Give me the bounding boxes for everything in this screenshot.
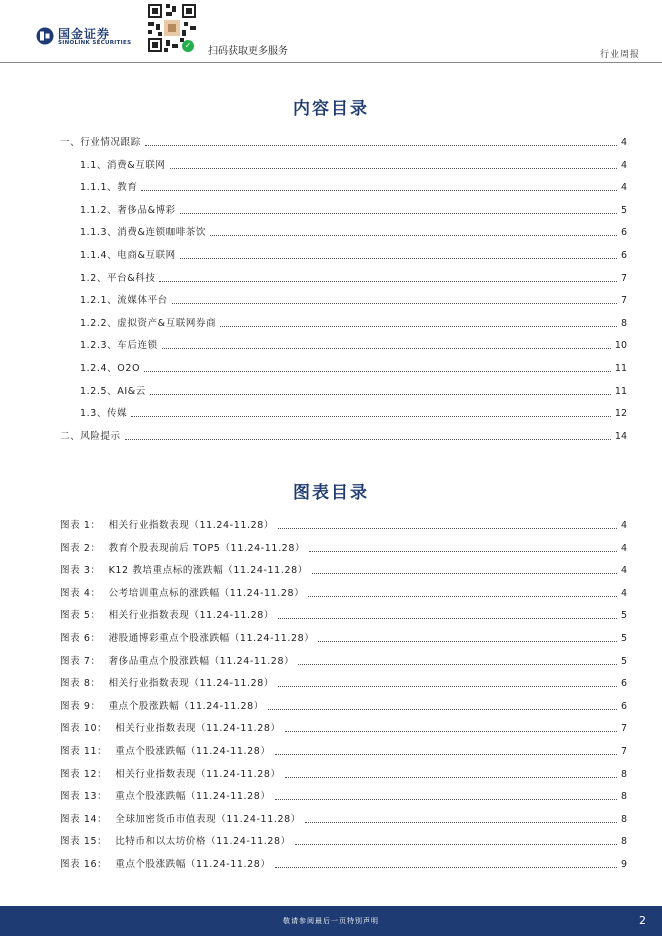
page-footer bbox=[0, 906, 662, 936]
toc-entry-label: 1.2.2、虚拟资产&互联网券商 bbox=[80, 317, 217, 329]
toc-entry[interactable] bbox=[60, 134, 627, 148]
figure-entry-label: 重点个股涨跌幅（11.24-11.28） bbox=[115, 791, 271, 803]
toc-entry-label: 1.2.1、流媒体平台 bbox=[80, 295, 168, 307]
toc-entry-page: 5 bbox=[620, 204, 627, 216]
brand-name-cn: 国金证券 bbox=[58, 27, 111, 41]
figure-leader-dots bbox=[285, 721, 617, 732]
scan-service-text: 扫码获取更多服务 bbox=[208, 46, 288, 57]
figure-leader-dots bbox=[275, 857, 617, 868]
document-type: 行业周报 bbox=[599, 50, 640, 60]
figure-leader-dots bbox=[312, 563, 617, 574]
figure-entry[interactable] bbox=[60, 743, 627, 757]
figure-entry-label: 公考培训重点标的涨跌幅（11.24-11.28） bbox=[108, 587, 305, 599]
toc-leader-dots bbox=[159, 271, 617, 282]
toc-entry[interactable] bbox=[80, 179, 627, 193]
figure-entry[interactable] bbox=[60, 720, 627, 734]
figure-entry-page: 4 bbox=[620, 565, 627, 577]
figure-leader-dots bbox=[305, 812, 617, 823]
figure-entry[interactable] bbox=[60, 788, 627, 802]
figure-entry-number: 图表 13： bbox=[60, 791, 108, 803]
toc-leader-dots bbox=[172, 293, 617, 304]
figure-leader-dots bbox=[285, 767, 617, 778]
figure-leader-dots bbox=[298, 654, 617, 665]
figure-entry-label: K12 教培重点标的涨跌幅（11.24-11.28） bbox=[108, 565, 308, 577]
figure-entry-label: 相关行业指数表现（11.24-11.28） bbox=[108, 610, 274, 622]
figure-leader-dots bbox=[278, 676, 617, 687]
figure-entry-label: 相关行业指数表现（11.24-11.28） bbox=[115, 723, 281, 735]
figure-entry-label: 比特币和以太坊价格（11.24-11.28） bbox=[115, 836, 291, 848]
toc-entry-label: 1.2.5、AI&云 bbox=[80, 385, 146, 397]
toc-leader-dots bbox=[141, 180, 616, 191]
figure-entry-number: 图表 6： bbox=[60, 633, 101, 644]
figure-entry-number: 图表 7： bbox=[60, 655, 101, 667]
toc-entry[interactable] bbox=[80, 202, 627, 216]
toc-entry[interactable] bbox=[80, 157, 627, 171]
figure-entry[interactable] bbox=[60, 653, 627, 667]
toc-entry[interactable] bbox=[80, 224, 627, 238]
figure-entry[interactable] bbox=[60, 630, 627, 644]
toc-entry-label: 1.3、传媒 bbox=[80, 408, 128, 420]
figure-entry-page: 8 bbox=[620, 836, 627, 848]
toc-entry[interactable] bbox=[80, 360, 627, 374]
toc-entry-label: 1.1.3、消费&连锁咖啡茶饮 bbox=[80, 227, 207, 239]
figure-entry[interactable] bbox=[60, 607, 627, 621]
toc-entry-page: 7 bbox=[620, 295, 627, 307]
figure-leader-dots bbox=[278, 608, 617, 619]
figure-entry[interactable] bbox=[60, 540, 627, 554]
figure-entry-number: 图表 11： bbox=[60, 746, 108, 757]
figure-entry-label: 重点个股涨跌幅（11.24-11.28） bbox=[115, 859, 271, 870]
figure-entry[interactable] bbox=[60, 585, 627, 599]
figure-leader-dots bbox=[295, 834, 617, 845]
toc-entry-page: 10 bbox=[614, 340, 627, 352]
toc-entry-label: 1.1、消费&互联网 bbox=[80, 159, 166, 171]
toc-entry-label: 二、风险提示 bbox=[60, 430, 121, 442]
toc-entry-label: 1.2、平台&科技 bbox=[80, 272, 156, 284]
figure-entry[interactable] bbox=[60, 698, 627, 712]
figure-entry-number: 图表 12： bbox=[60, 768, 108, 780]
figure-entry-page: 5 bbox=[620, 655, 627, 667]
toc-entry[interactable] bbox=[80, 292, 627, 306]
toc-entry[interactable] bbox=[80, 405, 627, 419]
toc-leader-dots bbox=[180, 248, 617, 259]
toc-entry-page: 4 bbox=[620, 182, 627, 194]
toc-entry[interactable] bbox=[80, 383, 627, 397]
figure-entry-number: 图表 15： bbox=[60, 836, 108, 848]
figure-entry[interactable] bbox=[60, 517, 627, 531]
figure-entry[interactable] bbox=[60, 856, 627, 870]
toc-leader-dots bbox=[162, 338, 611, 349]
figure-leader-dots bbox=[275, 744, 617, 755]
figure-entry-page: 9 bbox=[620, 859, 627, 870]
figure-entry-label: 相关行业指数表现（11.24-11.28） bbox=[108, 678, 274, 690]
figure-leader-dots bbox=[308, 586, 617, 597]
figure-entry-page: 6 bbox=[620, 678, 627, 690]
figure-entry-page: 5 bbox=[620, 633, 627, 644]
toc-leader-dots bbox=[180, 203, 617, 214]
figure-entry-number: 图表 9： bbox=[60, 700, 101, 712]
toc-entry-page: 4 bbox=[620, 137, 627, 148]
toc-entry-label: 1.1.1、教育 bbox=[80, 182, 138, 194]
figure-entry-label: 重点个股涨跌幅（11.24-11.28） bbox=[108, 700, 264, 712]
figure-entry-page: 5 bbox=[620, 610, 627, 622]
toc-entry-label: 1.1.4、电商&互联网 bbox=[80, 250, 176, 261]
figure-entry[interactable] bbox=[60, 675, 627, 689]
toc-leader-dots bbox=[150, 384, 611, 395]
toc-entry-page: 11 bbox=[614, 363, 627, 374]
figure-entry-page: 8 bbox=[620, 791, 627, 803]
figure-leader-dots bbox=[318, 631, 617, 642]
toc-entry-page: 7 bbox=[620, 272, 627, 284]
figure-entry-number: 图表 1： bbox=[60, 520, 101, 531]
figure-entry-page: 7 bbox=[620, 723, 627, 735]
toc-leader-dots bbox=[145, 135, 617, 146]
figure-entry[interactable] bbox=[60, 766, 627, 780]
figure-entry-page: 4 bbox=[620, 520, 627, 531]
figure-leader-dots bbox=[309, 541, 617, 552]
toc-leader-dots bbox=[220, 316, 617, 327]
figure-entry-number: 图表 14： bbox=[60, 813, 108, 825]
toc-leader-dots bbox=[131, 406, 611, 417]
figure-entry-label: 相关行业指数表现（11.24-11.28） bbox=[108, 520, 274, 531]
toc-entry-label: 1.1.2、奢侈品&博彩 bbox=[80, 204, 176, 216]
figure-entry[interactable] bbox=[60, 562, 627, 576]
toc-entry[interactable] bbox=[80, 315, 627, 329]
toc-entry-page: 6 bbox=[620, 250, 627, 261]
toc-entry-page: 8 bbox=[620, 317, 627, 329]
figure-leader-dots bbox=[268, 699, 617, 710]
toc-entry[interactable] bbox=[80, 247, 627, 261]
figure-entry-number: 图表 2： bbox=[60, 542, 101, 554]
toc-entry[interactable] bbox=[60, 428, 627, 442]
figure-entry-label: 相关行业指数表现（11.24-11.28） bbox=[115, 768, 281, 780]
toc-entry-page: 6 bbox=[620, 227, 627, 239]
figure-entry-label: 教育个股表现前后 TOP5（11.24-11.28） bbox=[108, 542, 306, 554]
toc-entry-page: 4 bbox=[620, 159, 627, 171]
figure-leader-dots bbox=[275, 789, 617, 800]
figure-entry[interactable] bbox=[60, 811, 627, 825]
figure-entry-number: 图表 5： bbox=[60, 610, 101, 622]
figure-entry-label: 港股通博彩重点个股涨跌幅（11.24-11.28） bbox=[108, 633, 315, 644]
footer-disclaimer: 敬请参阅最后一页特别声明 bbox=[283, 917, 379, 925]
figure-entry-page: 6 bbox=[620, 700, 627, 712]
toc-leader-dots bbox=[210, 225, 617, 236]
toc-entry-label: 1.2.3、车后连锁 bbox=[80, 340, 158, 352]
toc-leader-dots bbox=[144, 361, 611, 372]
toc-leader-dots bbox=[125, 429, 611, 440]
figure-entry-label: 重点个股涨跌幅（11.24-11.28） bbox=[115, 746, 271, 757]
figure-entry-number: 图表 3： bbox=[60, 565, 101, 577]
sinolink-logo-icon bbox=[36, 27, 54, 45]
figure-entry-page: 8 bbox=[620, 768, 627, 780]
header-divider bbox=[0, 62, 662, 63]
figure-entry[interactable] bbox=[60, 833, 627, 847]
figure-entry-number: 图表 4： bbox=[60, 587, 101, 599]
figure-entry-number: 图表 8： bbox=[60, 678, 101, 690]
toc-entry-page: 11 bbox=[614, 385, 627, 397]
figure-entry-page: 4 bbox=[620, 587, 627, 599]
toc-entry[interactable] bbox=[80, 337, 627, 351]
figure-entry-label: 奢侈品重点个股涨跌幅（11.24-11.28） bbox=[108, 655, 295, 667]
figure-entry-label: 全球加密货币市值表现（11.24-11.28） bbox=[115, 813, 301, 825]
wechat-scan-icon: ✓ bbox=[182, 40, 194, 52]
figure-leader-dots bbox=[278, 518, 617, 529]
toc-entry-label: 一、行业情况跟踪 bbox=[60, 137, 141, 148]
page-number: 2 bbox=[639, 914, 646, 927]
figure-entry-page: 4 bbox=[620, 542, 627, 554]
toc-entry-label: 1.2.4、O2O bbox=[80, 363, 141, 374]
toc-leader-dots bbox=[170, 158, 617, 169]
toc-title: 内容目录 bbox=[293, 99, 369, 119]
figures-title: 图表目录 bbox=[293, 483, 369, 503]
figure-entry-number: 图表 10： bbox=[60, 723, 108, 735]
figure-entry-page: 8 bbox=[620, 813, 627, 825]
figure-entry-number: 图表 16： bbox=[60, 859, 108, 870]
toc-entry[interactable] bbox=[80, 270, 627, 284]
toc-entry-page: 12 bbox=[614, 408, 627, 420]
figure-entry-page: 7 bbox=[620, 746, 627, 757]
toc-entry-page: 14 bbox=[614, 430, 627, 442]
brand-name-en: SINOLINK SECURITIES bbox=[58, 40, 132, 46]
page-header bbox=[0, 0, 662, 64]
